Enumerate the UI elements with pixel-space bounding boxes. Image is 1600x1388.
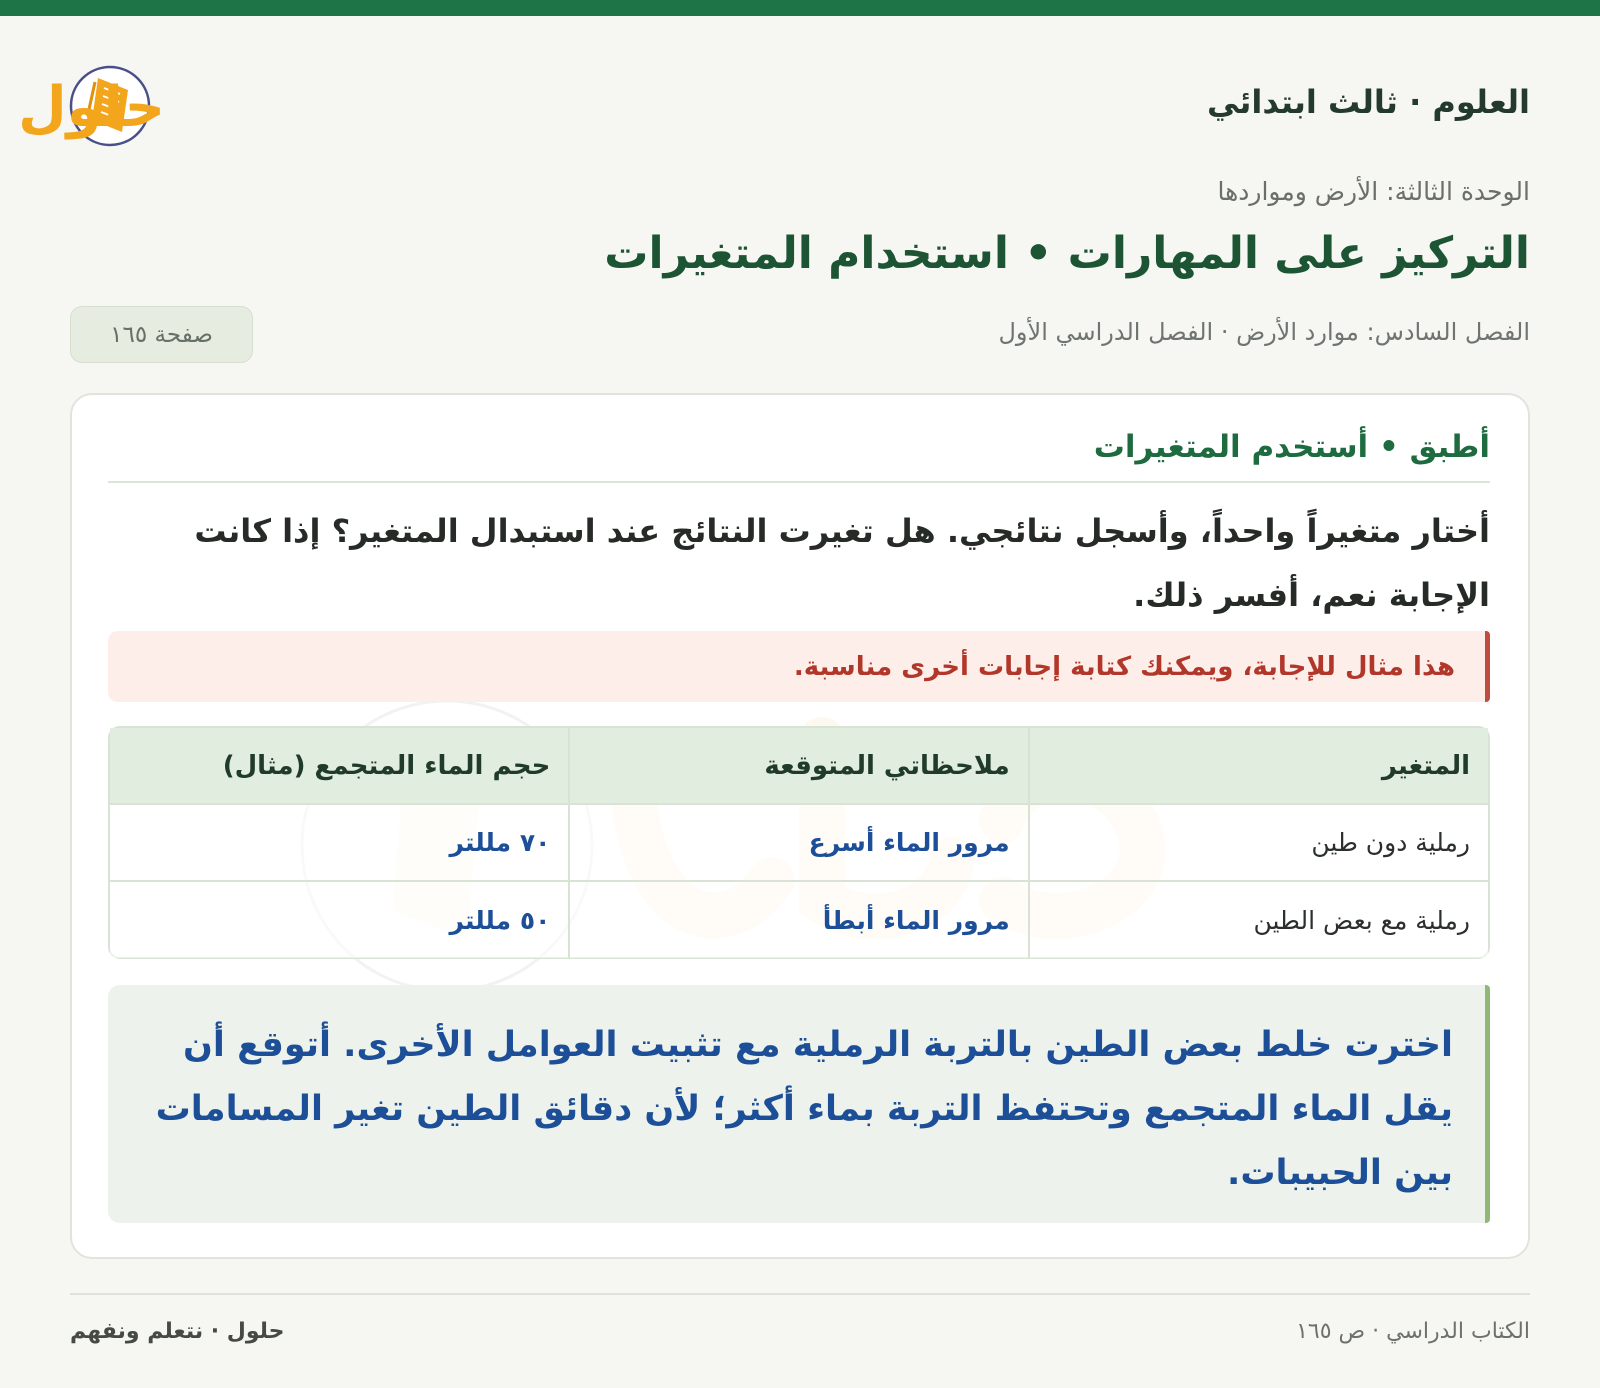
cell-observation: مرور الماء أبطأ xyxy=(569,881,1028,958)
chapter-label: الفصل السادس: موارد الأرض · الفصل الدراسي الأول xyxy=(998,318,1530,346)
top-accent-bar xyxy=(0,0,1600,16)
example-note xyxy=(108,631,1490,702)
section-divider xyxy=(108,481,1490,483)
table-row xyxy=(110,881,1488,958)
header-water-volume: حجم الماء المتجمع (مثال) xyxy=(110,728,569,804)
footer-page-ref: الكتاب الدراسي · ص ١٦٥ xyxy=(1296,1319,1530,1344)
page-header xyxy=(18,48,1530,158)
section-label: أطبق • أستخدم المتغيرات xyxy=(1093,429,1490,465)
header-variable: المتغير xyxy=(1029,728,1488,804)
cell-observation: مرور الماء أسرع xyxy=(569,804,1028,881)
footer-divider xyxy=(70,1293,1530,1295)
hulul-logo-graphic xyxy=(18,48,340,158)
logo-wordmark: حلول xyxy=(18,75,165,140)
answer-box xyxy=(108,985,1490,1223)
cell-water-volume: ٧٠ مللتر xyxy=(110,804,569,881)
answer-text: اخترت خلط بعض الطين بالتربة الرملية مع تثبيت العوامل الأخرى. أتوقع أن يقل الماء المتجمع وتحتفظ التربة بماء أكثر؛ لأن دقائق الطين تغير المسامات بين الحبيبات. xyxy=(155,1025,1453,1193)
subject-grade-label: العلوم · ثالث ابتدائي xyxy=(1206,83,1530,121)
header-observations: ملاحظاتي المتوقعة xyxy=(569,728,1028,804)
cell-variable: رملية مع بعض الطين xyxy=(1029,881,1488,958)
example-note-text: هذا مثال للإجابة، ويمكنك كتابة إجابات أخرى مناسبة. xyxy=(793,651,1455,682)
unit-label: الوحدة الثالثة: الأرض ومواردها xyxy=(1217,177,1530,206)
exercise-card xyxy=(70,393,1530,1259)
variables-table xyxy=(108,726,1490,959)
cell-variable: رملية دون طين xyxy=(1029,804,1488,881)
table-row xyxy=(110,804,1488,881)
table-header-row xyxy=(110,728,1488,804)
page-title: التركيز على المهارات • استخدام المتغيرات xyxy=(604,228,1530,279)
hulul-logo xyxy=(18,48,340,158)
footer-brand: حلول · نتعلم ونفهم xyxy=(70,1319,285,1344)
question-text: أختار متغيراً واحداً، وأسجل نتائجي. هل تغيرت النتائج عند استبدال المتغير؟ إذا كانت الإجابة نعم، أفسر ذلك. xyxy=(194,512,1490,614)
cell-water-volume: ٥٠ مللتر xyxy=(110,881,569,958)
page-number-badge: صفحة ١٦٥ xyxy=(70,306,253,363)
